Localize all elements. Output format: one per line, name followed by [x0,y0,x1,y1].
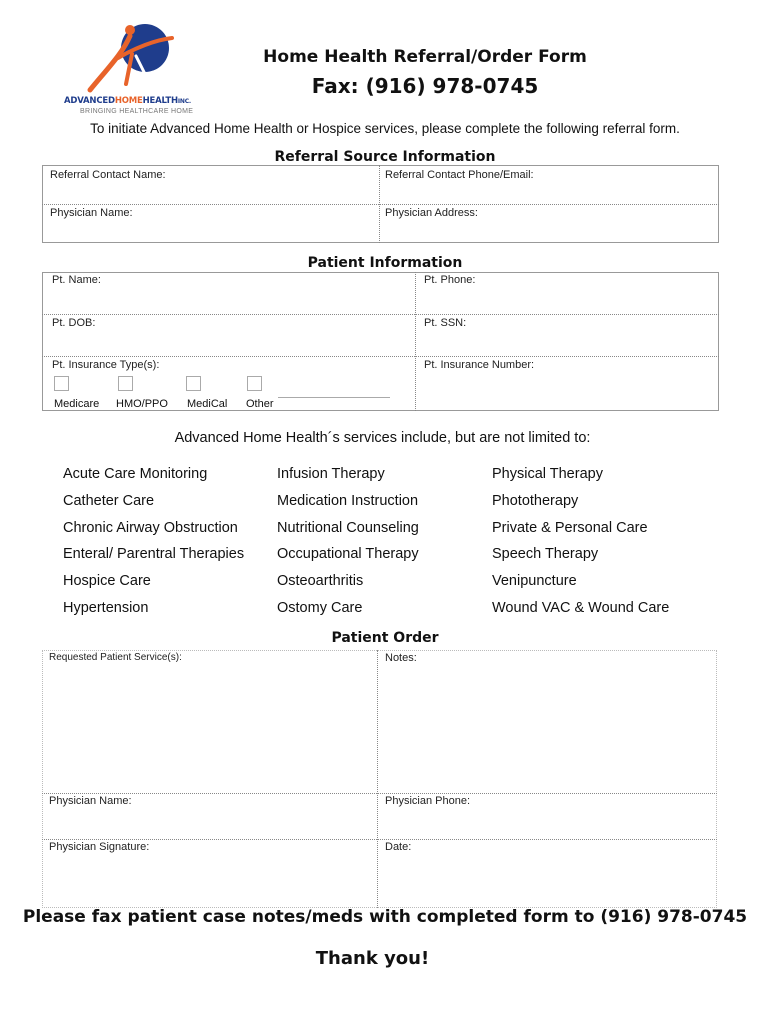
service-item: Chronic Airway Obstruction [63,520,238,536]
service-item: Catheter Care [63,493,155,509]
divider [42,839,717,840]
order-section-heading: Patient Order [331,630,439,646]
divider [42,204,719,205]
order-box [42,650,717,908]
divider [42,314,719,315]
hmo-ppo-label: HMO/PPO [116,398,168,410]
service-item: Physical Therapy [492,466,603,482]
service-item: Infusion Therapy [277,466,385,482]
patient-insurance-types-label: Pt. Insurance Type(s): [52,359,160,371]
referral-section-heading: Referral Source Information [274,149,496,165]
service-item: Enteral/ Parentral Therapies [63,546,245,562]
fax-number: Fax: (916) 978-0745 [311,74,539,98]
referral-contact-name-field[interactable]: Referral Contact Name: [50,169,166,181]
logo-wordmark: ADVANCEDHOMEHEALTHINC. [64,96,192,106]
medical-label: MediCal [187,398,228,410]
intro-text: To initiate Advanced Home Health or Hospice services, please complete the following referral form. [90,121,680,136]
order-physician-phone-field[interactable]: Physician Phone: [385,795,470,807]
patient-ssn-field[interactable]: Pt. SSN: [424,317,467,329]
patient-name-field[interactable]: Pt. Name: [52,274,101,286]
fax-instructions: Please fax patient case notes/meds with completed form to (916) 978-0745 [22,907,748,927]
form-title: Home Health Referral/Order Form [263,47,587,67]
date-field[interactable]: Date: [385,841,412,853]
medical-checkbox[interactable] [186,376,201,391]
patient-insurance-number-field[interactable]: Pt. Insurance Number: [424,359,535,371]
service-item: Medication Instruction [277,493,419,509]
company-logo [60,18,230,120]
referral-physician-name-field[interactable]: Physician Name: [50,207,133,219]
referral-physician-address-field[interactable]: Physician Address: [385,207,478,219]
service-item: Wound VAC & Wound Care [492,600,670,616]
service-item: Occupational Therapy [277,546,419,562]
service-item: Hypertension [63,600,149,616]
other-checkbox[interactable] [247,376,262,391]
patient-phone-field[interactable]: Pt. Phone: [424,274,476,286]
physician-signature-field[interactable]: Physician Signature: [49,841,150,853]
service-item: Phototherapy [492,493,579,509]
medicare-checkbox[interactable] [54,376,69,391]
service-item: Osteoarthritis [277,573,364,589]
other-insurance-input[interactable] [278,397,390,398]
referral-contact-phone-field[interactable]: Referral Contact Phone/Email: [385,169,534,181]
divider [42,793,717,794]
order-physician-name-field[interactable]: Physician Name: [49,795,132,807]
divider [42,356,719,357]
requested-services-field[interactable]: Requested Patient Service(s): [49,652,182,663]
medicare-label: Medicare [54,398,100,410]
patient-section-heading: Patient Information [307,255,463,271]
services-intro: Advanced Home Health´s services include, but are not limited to: [174,430,591,446]
service-item: Nutritional Counseling [277,520,419,536]
service-item: Hospice Care [63,573,151,589]
logo-emblem-icon [60,18,230,98]
service-item: Acute Care Monitoring [63,466,208,482]
hmo-ppo-checkbox[interactable] [118,376,133,391]
other-label: Other [246,398,274,410]
service-item: Venipuncture [492,573,577,589]
notes-field[interactable]: Notes: [385,652,417,664]
service-item: Private & Personal Care [492,520,648,536]
patient-dob-field[interactable]: Pt. DOB: [52,317,96,329]
divider [379,165,380,243]
logo-tagline: BRINGING HEALTHCARE HOME [80,108,194,115]
thank-you-text: Thank you! [315,948,430,969]
service-item: Speech Therapy [492,546,599,562]
service-item: Ostomy Care [277,600,363,616]
divider [415,272,416,411]
patient-box [42,272,719,411]
divider [377,650,378,908]
